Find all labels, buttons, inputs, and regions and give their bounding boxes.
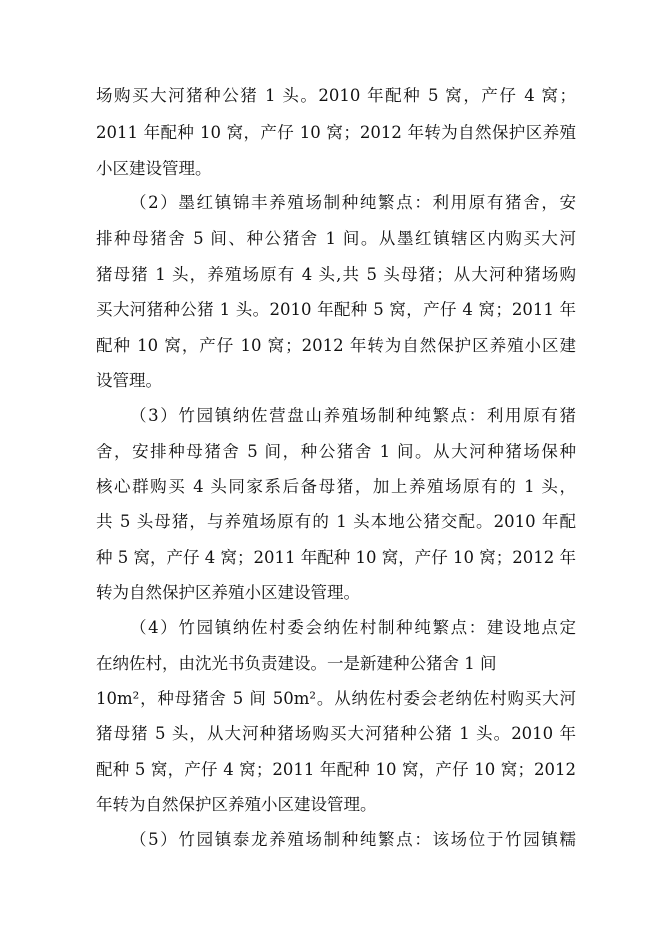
text-line: 共 5 头母猪，与养殖场原有的 1 头本地公猪交配。2010 年配: [96, 512, 576, 531]
text-line: 设管理。: [96, 371, 162, 390]
text-line: 舍，安排种母猪舍 5 间，种公猪舍 1 间。从大河种猪场保种: [96, 442, 576, 461]
text-line: 种 5 窝，产仔 4 窝；2011 年配种 10 窝，产仔 10 窝；2012 年: [96, 548, 576, 567]
text-line: 配种 5 窝，产仔 4 窝；2011 年配种 10 窝，产仔 10 窝；2012: [96, 760, 576, 779]
paragraph-heading-4: （4）竹园镇纳佐村委会纳佐村制种纯繁点：建设地点定: [130, 618, 576, 637]
text-line: 年转为自然保护区养殖小区建设管理。: [96, 795, 377, 814]
paragraph-heading-2: （2）墨红镇锦丰养殖场制种纯繁点：利用原有猪舍，安: [130, 193, 576, 212]
text-line: 核心群购买 4 头同家系后备母猪，加上养殖场原有的 1 头，: [96, 477, 576, 496]
paragraph-heading-3: （3）竹园镇纳佐营盘山养殖场制种纯繁点：利用原有猪: [130, 406, 576, 425]
text-line: 猪母猪 5 头，从大河种猪场购买大河猪种公猪 1 头。2010 年: [96, 724, 576, 743]
paragraph-heading-5: （5）竹园镇泰龙养殖场制种纯繁点：该场位于竹园镇糯: [130, 830, 576, 849]
text-line: 场购买大河猪种公猪 1 头。2010 年配种 5 窝，产仔 4 窝；: [96, 86, 576, 105]
text-line: 猪母猪 1 头，养殖场原有 4 头,共 5 头母猪；从大河种猪场购: [96, 265, 576, 284]
text-line: 10m²，种母猪舍 5 间 50m²。从纳佐村委会老纳佐村购买大河: [96, 689, 576, 708]
text-line: 转为自然保护区养殖小区建设管理。: [96, 583, 360, 602]
text-line: 配种 10 窝，产仔 10 窝；2012 年转为自然保护区养殖小区建: [96, 336, 576, 355]
text-line: 在纳佐村，由沈光书负责建设。一是新建种公猪舍 1 间: [96, 654, 497, 673]
text-line: 排种母猪舍 5 间、种公猪舍 1 间。从墨红镇辖区内购买大河: [96, 229, 576, 248]
text-line: 买大河猪种公猪 1 头。2010 年配种 5 窝，产仔 4 窝；2011 年: [96, 300, 576, 319]
text-line: 小区建设管理。: [96, 159, 212, 178]
text-line: 2011 年配种 10 窝，产仔 10 窝；2012 年转为自然保护区养殖: [96, 123, 576, 142]
